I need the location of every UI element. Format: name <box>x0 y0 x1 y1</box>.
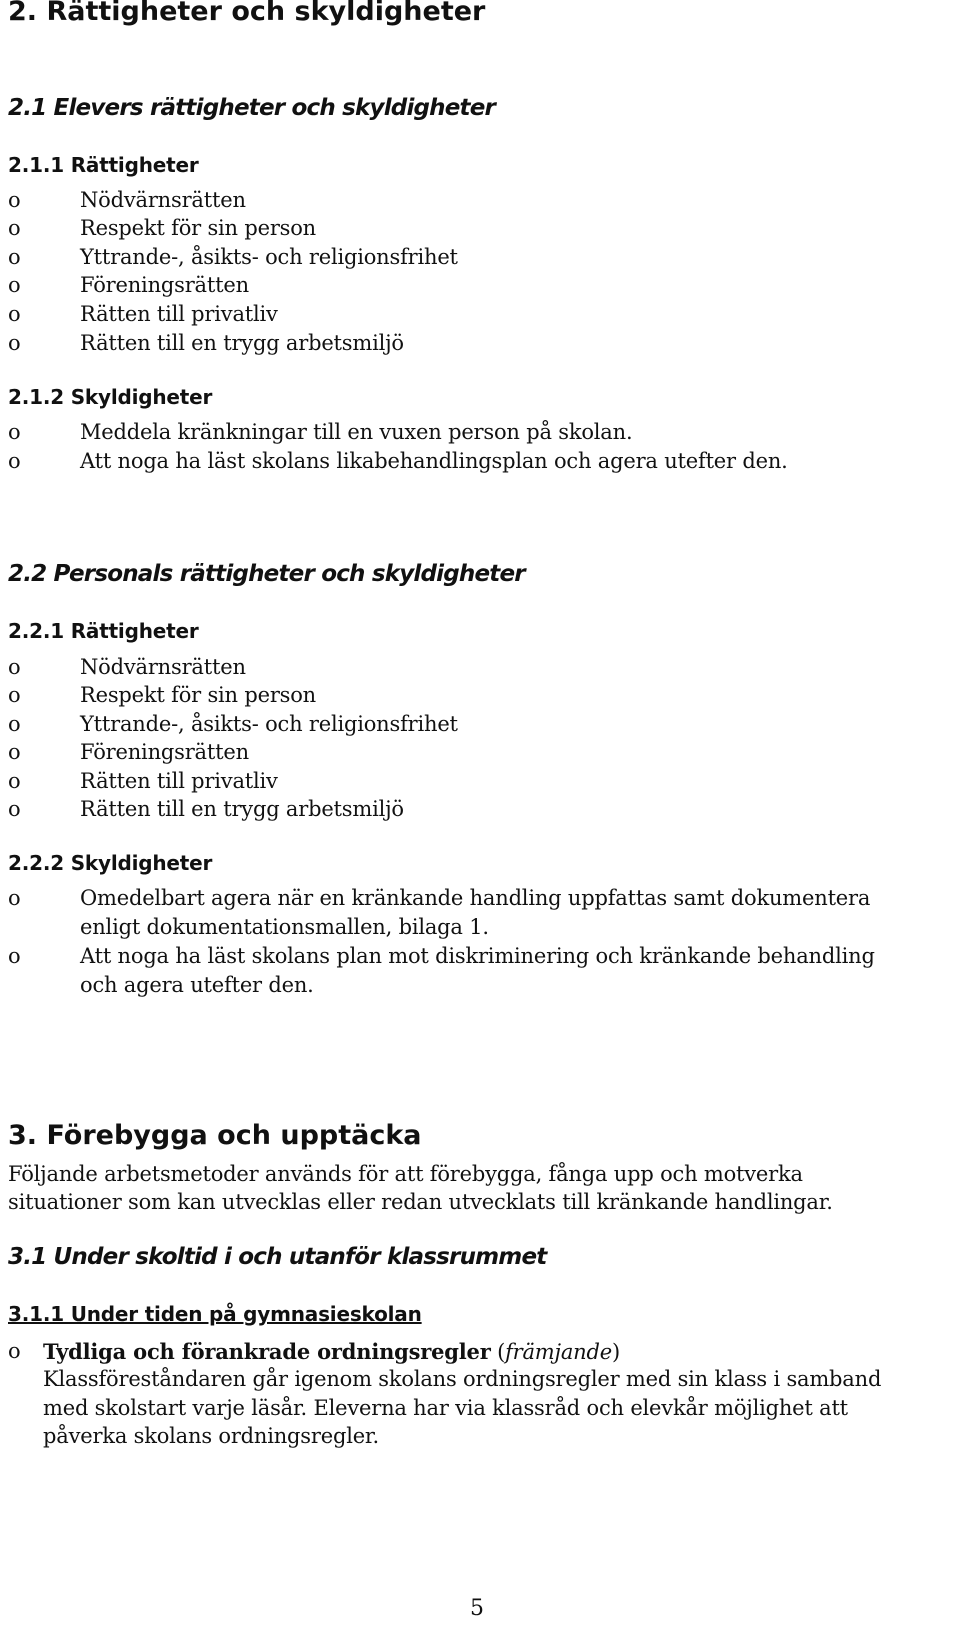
list-bullet: o <box>8 245 21 269</box>
list-bullet: o <box>8 683 21 707</box>
section-2-2-1-heading: 2.2.1 Rättigheter <box>8 619 199 643</box>
list-item: Rätten till privatliv <box>80 769 278 793</box>
section-3-1-heading: 3.1 Under skoltid i och utanför klassrummet <box>8 1244 547 1270</box>
list-item: Föreningsrätten <box>80 740 249 764</box>
section-2-1-heading: 2.1 Elevers rättigheter och skyldigheter <box>8 95 496 121</box>
section-2-1-1-heading: 2.1.1 Rättigheter <box>8 153 199 177</box>
method-tag-open: ( <box>497 1340 506 1364</box>
method-tag: främjande <box>505 1340 612 1364</box>
intro-line: Följande arbetsmetoder används för att förebygga, fånga upp och motverka <box>8 1162 803 1186</box>
list-item: Att noga ha läst skolans likabehandlingsplan och agera utefter den. <box>80 449 788 473</box>
list-item: Respekt för sin person <box>80 216 317 240</box>
list-item-line: Omedelbart agera när en kränkande handling uppfattas samt dokumentera <box>80 886 871 910</box>
list-bullet: o <box>8 740 21 764</box>
section-2-2-heading: 2.2 Personals rättigheter och skyldigheter <box>8 561 525 587</box>
method-text-line: med skolstart varje läsår. Eleverna har via klassråd och elevkår möjlighet att <box>43 1396 848 1420</box>
list-item: Nödvärnsrätten <box>80 188 246 212</box>
section-2-heading: 2. Rättigheter och skyldigheter <box>8 0 486 27</box>
method-title-line <box>43 1339 620 1364</box>
list-item: Föreningsrätten <box>80 273 249 297</box>
section-2-2-2-heading: 2.2.2 Skyldigheter <box>8 851 213 875</box>
method-tag-close: ) <box>611 1340 620 1364</box>
list-bullet: o <box>8 886 21 910</box>
list-bullet: o <box>8 188 21 212</box>
list-bullet: o <box>8 944 21 968</box>
list-item: Yttrande-, åsikts- och religionsfrihet <box>80 712 458 736</box>
list-item: Meddela kränkningar till en vuxen person på skolan. <box>80 420 633 444</box>
list-item: Rätten till privatliv <box>80 302 278 326</box>
section-3-1-1-heading: 3.1.1 Under tiden på gymnasieskolan <box>8 1302 422 1326</box>
method-text-line: påverka skolans ordningsregler. <box>43 1424 379 1448</box>
list-bullet: o <box>8 769 21 793</box>
list-bullet: o <box>8 420 21 444</box>
list-bullet: o <box>8 797 21 821</box>
list-bullet: o <box>8 655 21 679</box>
list-bullet: o <box>8 712 21 736</box>
list-item: Nödvärnsrätten <box>80 655 246 679</box>
section-3-heading: 3. Förebygga och upptäcka <box>8 1120 422 1151</box>
intro-line: situationer som kan utvecklas eller redan utvecklats till kränkande handlingar. <box>8 1190 833 1214</box>
method-text-line: Klassföreståndaren går igenom skolans ordningsregler med sin klass i samband <box>43 1367 882 1391</box>
method-title: Tydliga och förankrade ordningsregler <box>43 1339 491 1364</box>
list-item: Rätten till en trygg arbetsmiljö <box>80 797 404 821</box>
list-bullet: o <box>8 331 21 355</box>
list-bullet: o <box>8 1339 21 1363</box>
list-item-line: enligt dokumentationsmallen, bilaga 1. <box>80 915 489 939</box>
list-item: Rätten till en trygg arbetsmiljö <box>80 331 404 355</box>
list-item: Yttrande-, åsikts- och religionsfrihet <box>80 245 458 269</box>
list-bullet: o <box>8 216 21 240</box>
list-bullet: o <box>8 449 21 473</box>
page-number: 5 <box>470 1596 484 1621</box>
list-bullet: o <box>8 273 21 297</box>
list-item: Respekt för sin person <box>80 683 317 707</box>
list-item-line: Att noga ha läst skolans plan mot diskriminering och kränkande behandling <box>80 944 875 968</box>
list-item-line: och agera utefter den. <box>80 973 314 997</box>
section-2-1-2-heading: 2.1.2 Skyldigheter <box>8 385 213 409</box>
list-bullet: o <box>8 302 21 326</box>
